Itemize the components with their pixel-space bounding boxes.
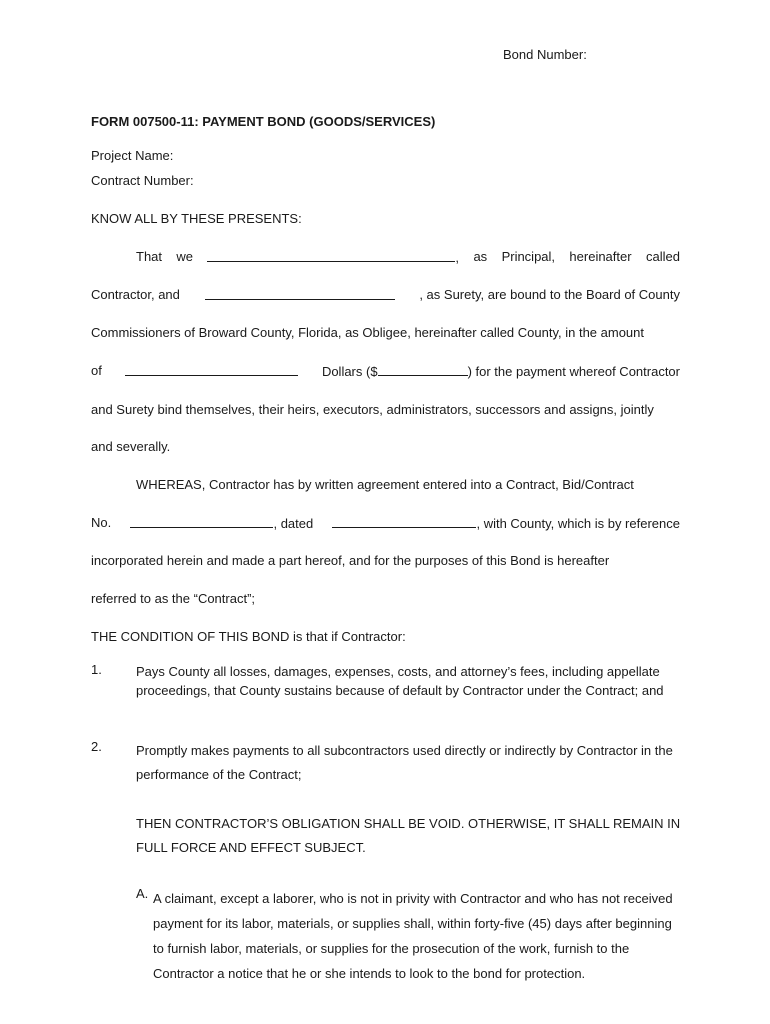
contract-number-label: Contract Number: (91, 173, 194, 188)
para1-line2 (91, 287, 680, 302)
text-segment: Contractor, and (91, 287, 180, 302)
item-number: 1. (91, 662, 102, 677)
surety-name-blank (205, 287, 395, 300)
bond-number-label: Bond Number: (503, 47, 587, 62)
para1-line4 (91, 363, 680, 379)
form-title: FORM 007500-11: PAYMENT BOND (GOODS/SERVICES) (91, 114, 436, 129)
para2-line4: referred to as the “Contract”; (91, 591, 256, 606)
item-text: Promptly makes payments to all subcontractors used directly or indirectly by Contractor in the performance of the Contract; (136, 743, 673, 782)
word: hereinafter (569, 249, 632, 264)
contract-number-blank: , dated (130, 515, 313, 531)
para2-line2 (91, 515, 680, 531)
word: called (645, 249, 680, 264)
item-number: 2. (91, 739, 102, 754)
project-name-label: Project Name: (91, 148, 174, 163)
para1-line3: Commissioners of Broward County, Florida, as Obligee, hereinafter called County, in the amount (91, 325, 645, 340)
amount-figures: Dollars ($ ) for the payment whereof Contractor (321, 364, 680, 379)
text-segment: of (91, 363, 102, 378)
text-segment: , as Surety, are bound to the Board of County (419, 287, 680, 302)
item-text: Pays County all losses, damages, expenses, costs, and attorney’s fees, including appellate proceedings, that County sustains because of default by Contractor under the Contract; and (136, 664, 664, 698)
text-segment: WHEREAS, Contractor has by written agreement entered into a Contract, Bid/Contract (136, 477, 634, 492)
word: as (473, 249, 488, 264)
sub-item-text: A claimant, except a laborer, who is not in privity with Contractor and who has not received payment for its labor, materials, or supplies shall, within forty-five (45) days after beginning to furnish labor, materials, or supplies for the prosecution of the work, furnish to the Contractor a notice that he or she intends to look to the bond for protection. (153, 891, 673, 981)
know-all-heading: KNOW ALL BY THESE PRESENTS: (91, 211, 302, 226)
amount-words-blank (125, 363, 298, 376)
para2-line3: incorporated herein and made a part hereof, and for the purposes of this Bond is hereafter (91, 553, 610, 568)
para1-line5: and Surety bind themselves, their heirs, executors, administrators, successors and assigns, jointly (91, 402, 654, 417)
date-blank: , with County, which is by reference (332, 515, 680, 531)
para2-line1 (136, 477, 680, 492)
para1-line1 (136, 249, 680, 265)
sub-item-label: A. (136, 886, 149, 901)
para1-line6: and severally. (91, 439, 171, 454)
then-clause: THEN CONTRACTOR’S OBLIGATION SHALL BE VOID. OTHERWISE, IT SHALL REMAIN IN FULL FORCE AND EFFECT SUBJECT. (136, 816, 681, 855)
word: Principal, (501, 249, 556, 264)
text-segment: No. (91, 515, 112, 530)
word: we (176, 249, 194, 264)
condition-heading: THE CONDITION OF THIS BOND is that if Contractor: (91, 629, 406, 644)
word: That (136, 249, 163, 264)
principal-name-blank: , (207, 249, 459, 265)
